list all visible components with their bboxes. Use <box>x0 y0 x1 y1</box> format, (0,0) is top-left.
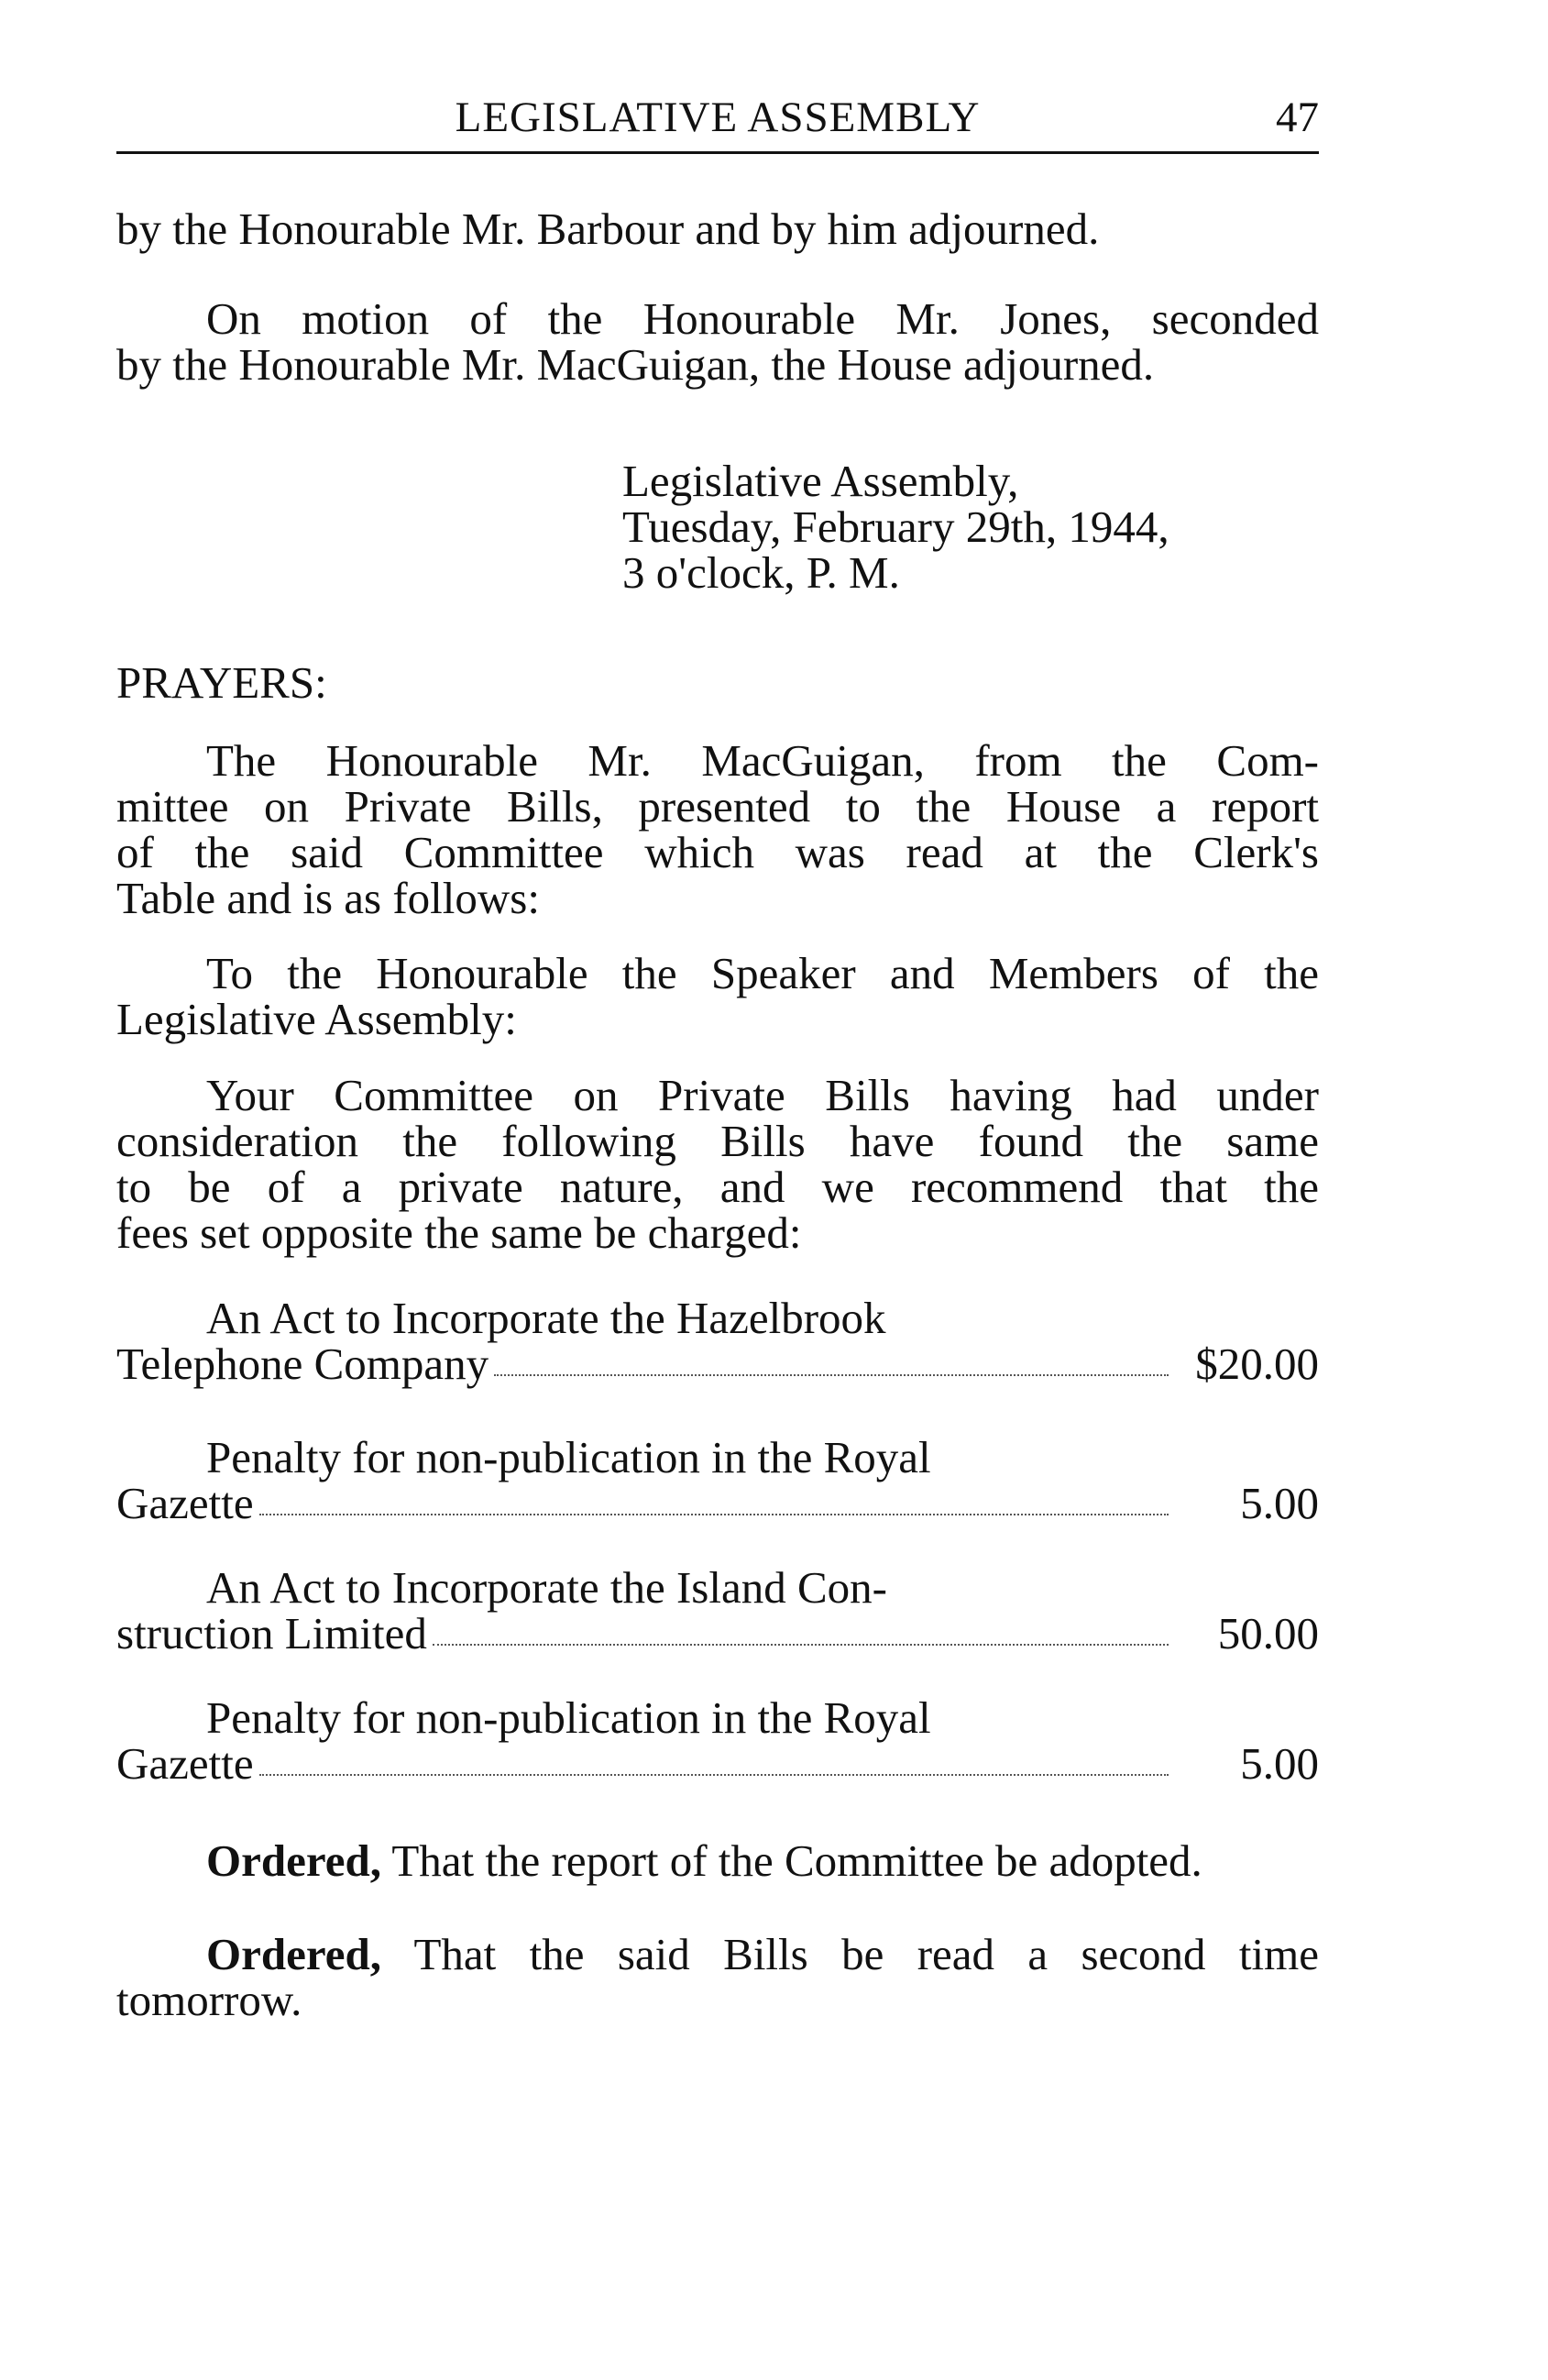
motion-line-2: by the Honourable Mr. MacGuigan, the House adjourned. <box>116 339 1155 390</box>
motion-line-1: On motion of the Honourable Mr. Jones, seconded <box>206 293 1319 344</box>
ordered-line <box>116 1835 1319 1886</box>
fee-amount: $20.00 <box>1195 1339 1319 1389</box>
fee-item-line-1: An Act to Incorporate the Island Con- <box>206 1562 887 1613</box>
dot-leader <box>494 1374 1169 1376</box>
dateline-line-3: 3 o'clock, P. M. <box>622 547 900 598</box>
dateline-line-1: Legislative Assembly, <box>622 456 1019 506</box>
ordered-line-1 <box>116 1929 1319 1979</box>
fee-item <box>116 1692 1319 1789</box>
committee-line-4: fees set opposite the same be charged: <box>116 1207 802 1258</box>
intro-paragraph <box>116 206 1319 252</box>
report-intro-paragraph <box>116 735 1319 923</box>
fee-item-line-2: Gazette <box>116 1738 254 1789</box>
fee-item-line-1: An Act to Incorporate the Hazelbrook <box>206 1293 886 1343</box>
fee-amount: 5.00 <box>1240 1478 1319 1528</box>
committee-line-1: Your Committee on Private Bills having had under <box>206 1070 1319 1120</box>
fee-item <box>116 1562 1319 1658</box>
dot-leader <box>259 1514 1169 1515</box>
running-header <box>116 87 1319 154</box>
report-intro-line-1: The Honourable Mr. MacGuigan, from the Com- <box>206 735 1319 786</box>
fee-item-line-1: Penalty for non-publication in the Royal <box>206 1432 931 1482</box>
address-line-2: Legislative Assembly: <box>116 994 517 1044</box>
ordered-text: That the report of the Committee be adopted. <box>391 1835 1202 1886</box>
dot-leader <box>259 1774 1169 1776</box>
address-line-1: To the Honourable the Speaker and Members of the <box>206 948 1319 998</box>
dateline-line-2: Tuesday, February 29th, 1944, <box>622 501 1169 552</box>
page-number: 47 <box>1276 94 1319 141</box>
prayers-heading <box>116 657 1319 708</box>
fee-item-line-1: Penalty for non-publication in the Royal <box>206 1692 931 1743</box>
intro-line: by the Honourable Mr. Barbour and by him adjourned. <box>116 204 1100 254</box>
fee-item-line-2: struction Limited <box>116 1608 427 1658</box>
committee-line-3: to be of a private nature, and we recommend that the <box>116 1162 1319 1212</box>
committee-line-2: consideration the following Bills have found the same <box>116 1116 1319 1166</box>
ordered-label: Ordered, <box>206 1929 381 1979</box>
fee-amount: 50.00 <box>1217 1608 1319 1658</box>
ordered-text-line-1: That the said Bills be read a second time <box>413 1929 1319 1979</box>
fee-amount: 5.00 <box>1240 1738 1319 1789</box>
page <box>116 87 1319 2025</box>
ordered-text-line-2: tomorrow. <box>116 1975 302 2025</box>
fee-item-line-2: Telephone Company <box>116 1339 489 1389</box>
report-intro-line-2: mittee on Private Bills, presented to the House a report <box>116 781 1319 832</box>
header-title: LEGISLATIVE ASSEMBLY <box>455 94 981 141</box>
report-intro-line-3: of the said Committee which was read at the Clerk's <box>116 827 1319 877</box>
prayers-label: PRAYERS: <box>116 657 327 708</box>
dot-leader <box>433 1644 1169 1646</box>
motion-paragraph <box>116 293 1319 390</box>
dateline <box>622 458 1319 596</box>
fee-item-line-2: Gazette <box>116 1478 254 1528</box>
ordered-paragraph <box>116 1929 1319 2025</box>
committee-paragraph <box>116 1070 1319 1258</box>
ordered-label: Ordered, <box>206 1835 381 1886</box>
ordered-paragraph <box>116 1835 1319 1886</box>
report-intro-line-4: Table and is as follows: <box>116 873 540 923</box>
fee-item <box>116 1295 1319 1387</box>
address-paragraph <box>116 948 1319 1044</box>
fee-item <box>116 1432 1319 1528</box>
